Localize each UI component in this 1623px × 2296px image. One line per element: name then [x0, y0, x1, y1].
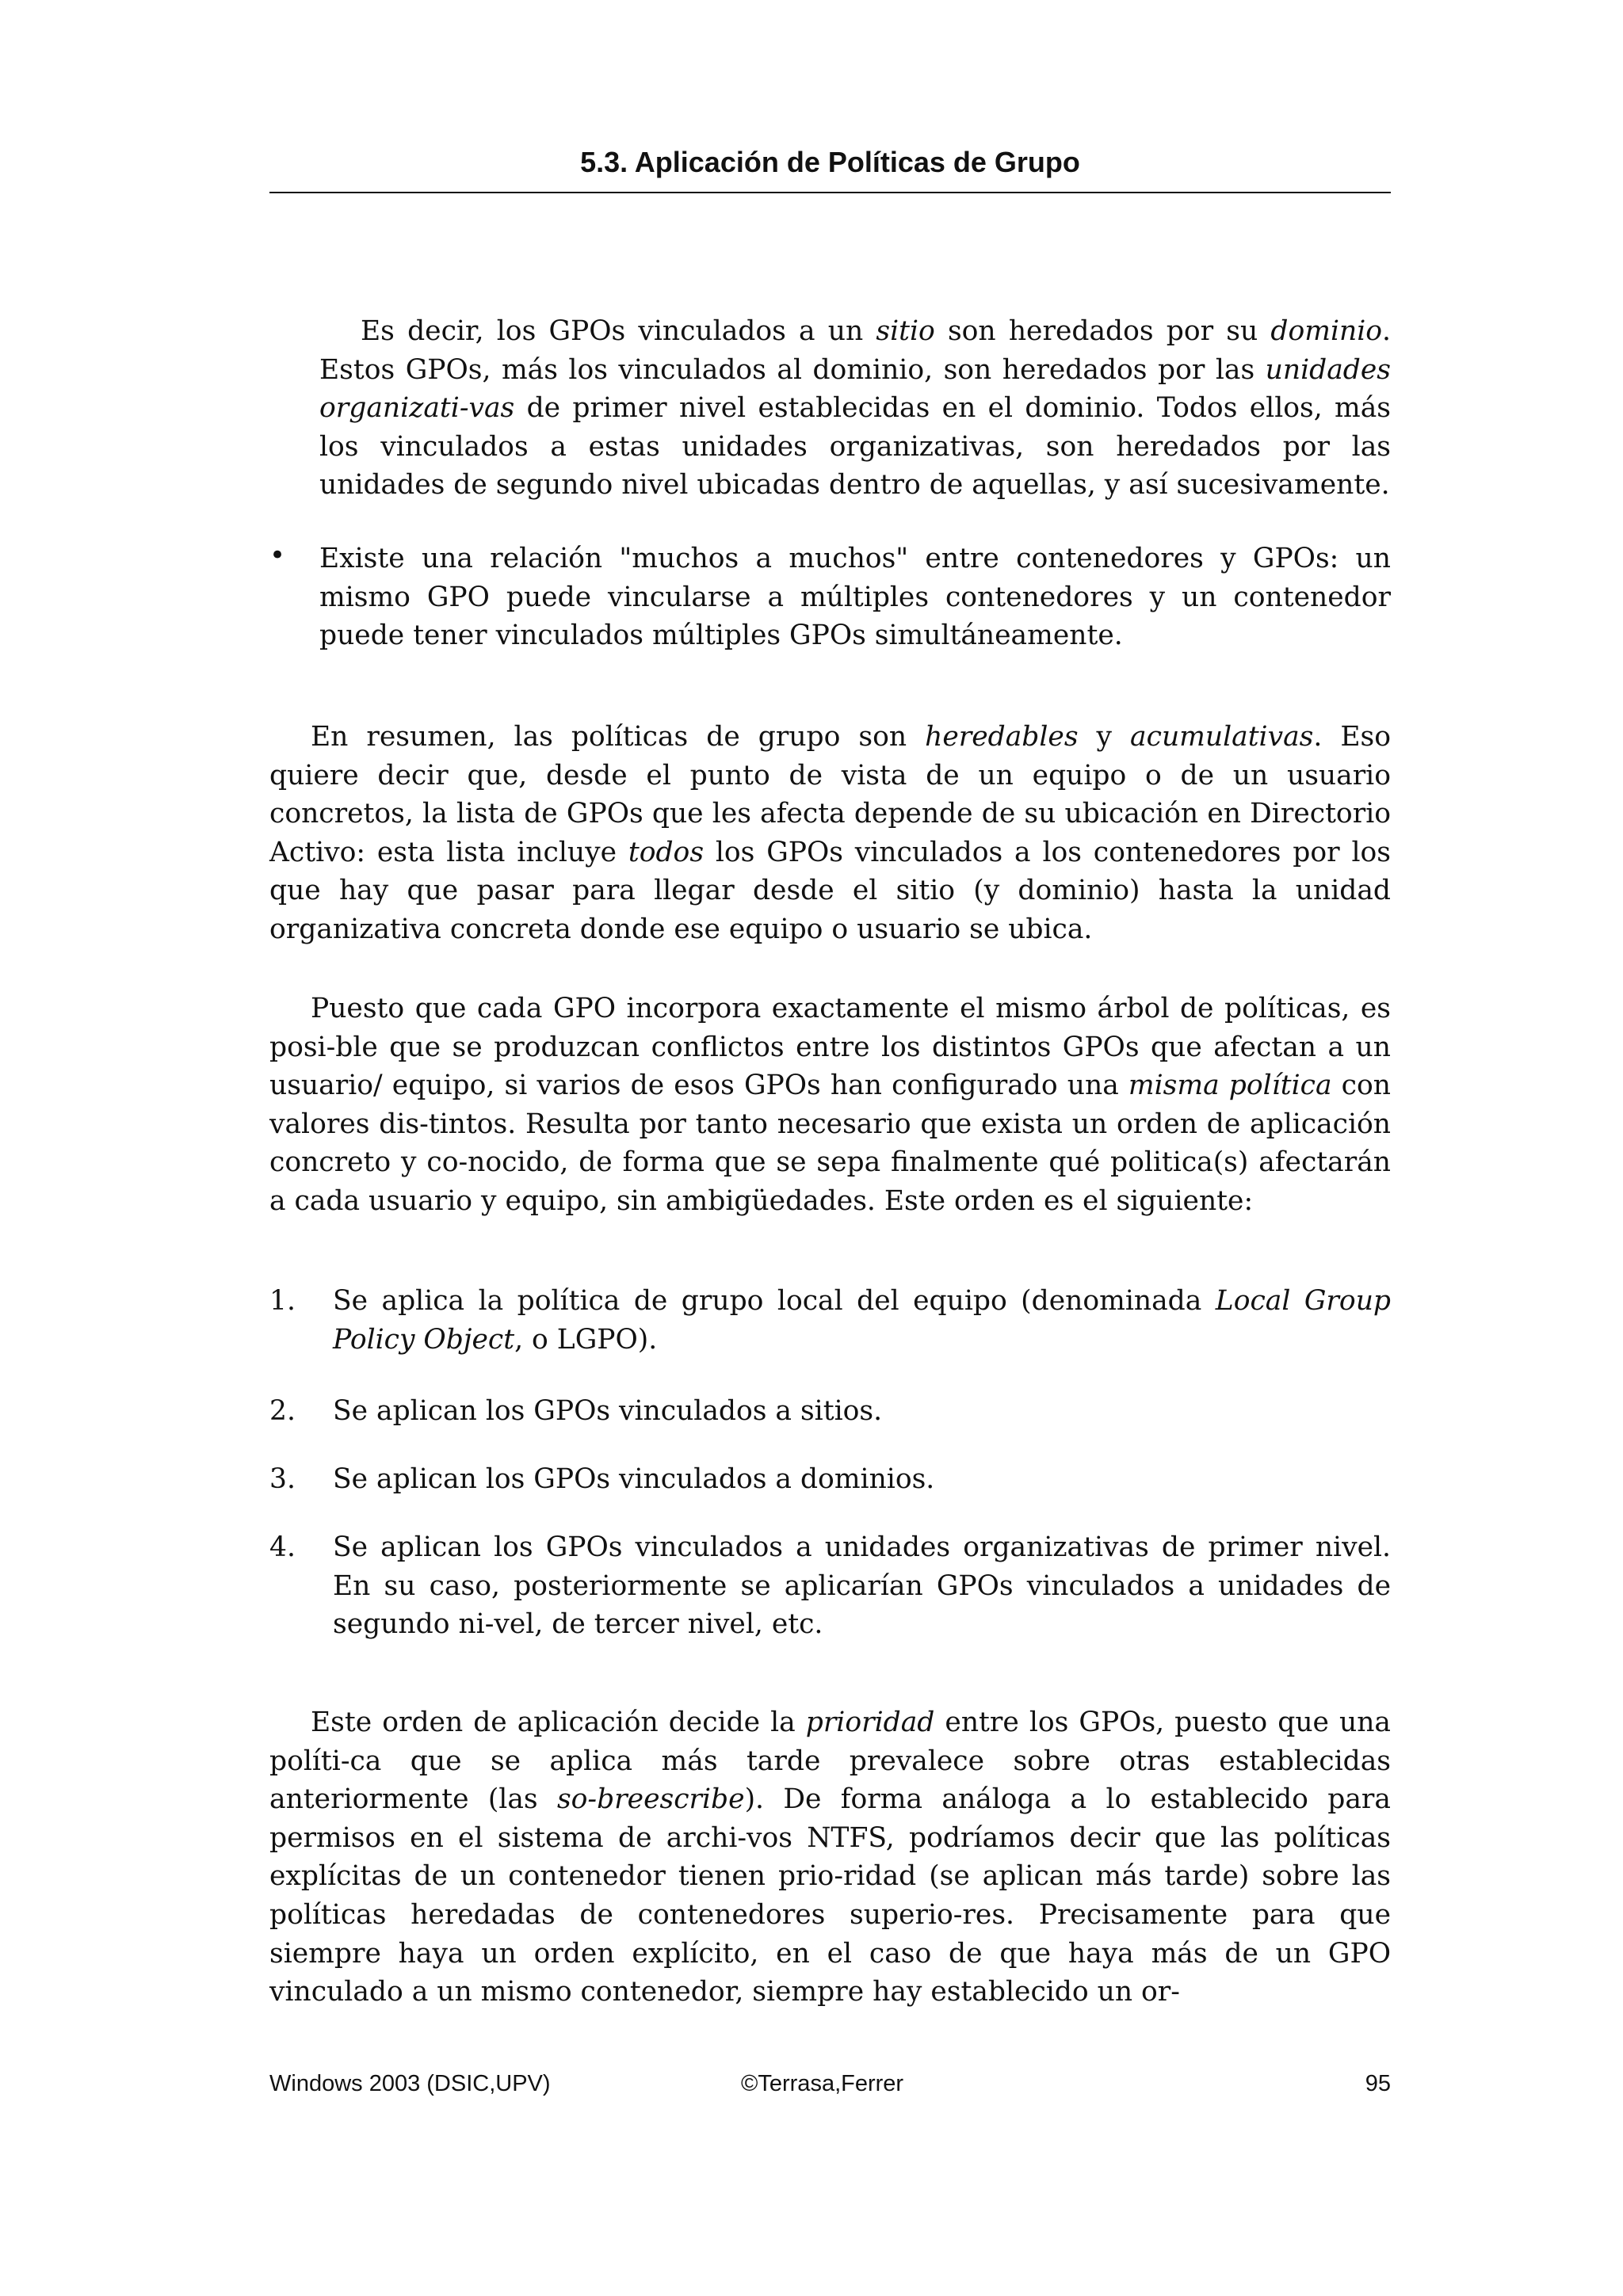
emphasis-text: heredables [925, 721, 1079, 753]
list-item: Se aplican los GPOs vinculados a dominios. [333, 1463, 935, 1495]
bullet-marker: • [269, 540, 286, 571]
text-run: los GPOs vinculados a los contenedores por los que hay que pasar para llegar desde el sitio (y dominio) hasta la unidad organizativa concreta donde ese equipo o usuario se ubica. [269, 836, 1391, 945]
list-item: Se aplican los GPOs vinculados a unidades organizativas de primer nivel. En su caso, posteriormente se aplicarían GPOs vinculados a unidades de segundo ni-vel, de tercer nivel, etc. [333, 1531, 1391, 1641]
list-item [333, 1282, 1391, 1359]
page-number: 95 [1365, 2071, 1391, 2096]
list-number: 1. [269, 1285, 296, 1317]
conflicts-paragraph [269, 990, 1391, 1221]
text-run: Este orden de aplicación decide la [311, 1707, 806, 1738]
text-run: Puesto que cada GPO incorpora exactamente el mismo árbol de políticas, es posi-ble que se produzcan conflictos entre los distintos GPOs que afectan a un usuario/ equipo, si varios de esos GPOs han configurado una [269, 993, 1391, 1102]
emphasis-text: dominio [1270, 315, 1383, 347]
text-run: . Estos GPOs, más los vinculados al dominio, son heredados por las [319, 315, 1391, 386]
list-item: Se aplican los GPOs vinculados a sitios. [333, 1395, 883, 1427]
text-run: . Eso quiere decir que, desde el punto de vista de un equipo o de un usuario concretos, la lista de GPOs que les afecta depende de su ubicación en Directorio Activo: esta lista incluye [269, 721, 1391, 868]
list-number: 2. [269, 1395, 296, 1427]
footer-left: Windows 2003 (DSIC,UPV) [269, 2071, 551, 2096]
emphasis-text: Local Group Policy Object [333, 1285, 1391, 1356]
text-run: Es decir, los GPOs vinculados a un [361, 315, 876, 347]
text-run: son heredados por su [934, 315, 1271, 347]
emphasis-text: sitio [876, 315, 935, 347]
text-run: , o LGPO). [514, 1323, 658, 1356]
summary-paragraph [269, 718, 1391, 949]
text-run: En resumen, las políticas de grupo son [311, 721, 926, 753]
section-header-title: 5.3. Aplicación de Políticas de Grupo [580, 146, 1080, 178]
text-run: Se aplica la política de grupo local del equipo (denominada [333, 1285, 1216, 1317]
emphasis-text: todos [628, 836, 705, 868]
emphasis-text: misma política [1128, 1070, 1332, 1102]
bullet-item: Existe una relación "muchos a muchos" entre contenedores y GPOs: un mismo GPO puede vincularse a múltiples contenedores y un contenedor puede tener vinculados múltiples GPOs simultáneamente. [319, 543, 1391, 652]
emphasis-text: prioridad [805, 1707, 935, 1738]
text-run: ). De forma análoga a lo establecido para permisos en el sistema de archi-vos NTFS, podríamos decir que las políticas explícitas de un contenedor tienen prio-ridad (se aplican más tarde) sobre las políticas heredadas de contenedores superio-res. Precisamente para que siempre haya un orden explícito, en el caso de que haya más de un GPO vinculado a un mismo contenedor, siempre hay establecido un or- [269, 1783, 1391, 2008]
emphasis-text: acumulativas [1130, 721, 1314, 753]
intro-paragraph [319, 312, 1391, 505]
text-run: y [1078, 721, 1131, 753]
priority-paragraph [269, 1703, 1391, 2012]
text-run: con valores dis-tintos. Resulta por tanto necesario que exista un orden de aplicación concreto y co-nocido, de forma que se sepa finalmente qué politica(s) afectarán a cada usuario y equipo, sin ambigüedades. Este orden es el siguiente: [269, 1070, 1391, 1217]
emphasis-text: unidades organizati-vas [319, 353, 1391, 425]
footer-center: ©Terrasa,Ferrer [741, 2071, 904, 2096]
text-run: entre los GPOs, puesto que una políti-ca que se aplica más tarde prevalece sobre otras establecidas anteriormente (las [269, 1707, 1391, 1816]
list-number: 3. [269, 1463, 296, 1495]
header-divider [269, 192, 1391, 193]
list-number: 4. [269, 1531, 296, 1563]
emphasis-text: so-breescribe [556, 1783, 745, 1816]
text-run: de primer nivel establecidas en el dominio. Todos ellos, más los vinculados a estas unidades organizativas, son heredados por las unidades de segundo nivel ubicadas dentro de aquellas, y así sucesivamente. [319, 392, 1391, 502]
